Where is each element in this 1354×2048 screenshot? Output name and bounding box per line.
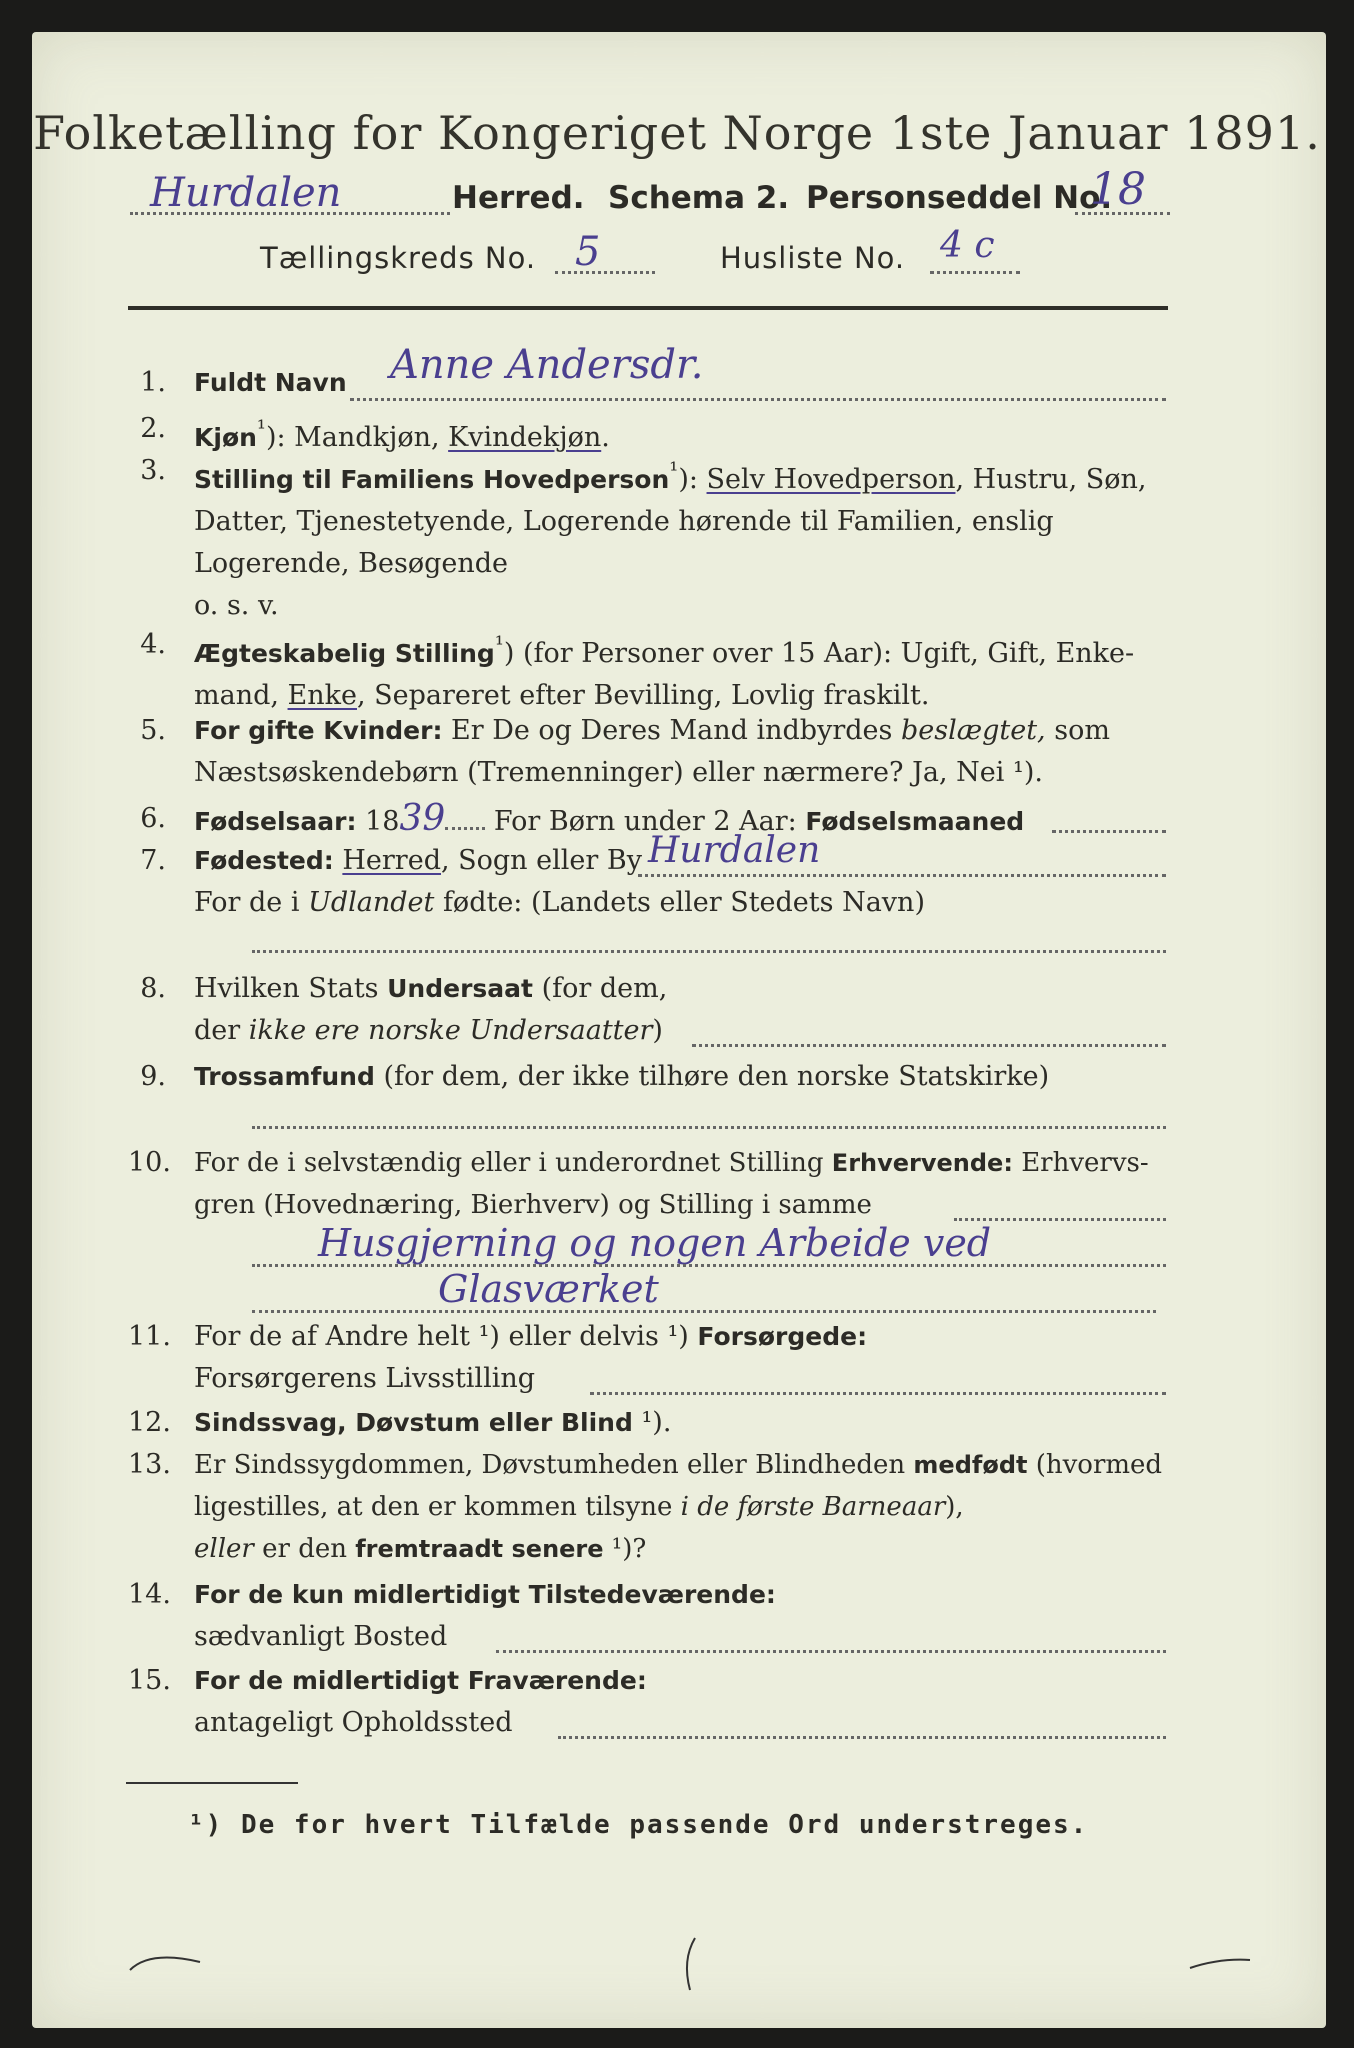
usual-residence-label: sædvanligt Bosted xyxy=(194,1621,448,1652)
question-number: 4. xyxy=(140,629,166,660)
header-divider xyxy=(128,306,1168,310)
question-1 xyxy=(128,342,1168,412)
marital-status-options-2c: , Separeret efter Bevilling, Lovlig fraskilt. xyxy=(357,680,930,711)
temporary-absent-label: For de midlertidigt Fraværende: xyxy=(194,1666,647,1695)
occupation-fill-line-2 xyxy=(252,1264,1166,1267)
family-position-options-2: Datter, Tjenestetyende, Logerende hørende til Familien, enslig xyxy=(194,506,1054,537)
occupation-value-2: Glasværket xyxy=(438,1267,659,1311)
citizenship-text-b: (for dem, xyxy=(532,973,668,1004)
congenital-line3-a: eller xyxy=(194,1534,254,1564)
congenital-label: medfødt xyxy=(913,1451,1028,1479)
birth-month-fill-line xyxy=(1052,830,1166,833)
married-women-text: Er De og Deres Mand indbyrdes xyxy=(442,715,901,746)
question-number: 11. xyxy=(128,1321,171,1352)
header-line-kreds xyxy=(130,225,1170,285)
occupation-value-1: Husgjerning og nogen Arbeide ved xyxy=(318,1221,992,1265)
kreds-label: Tællingskreds No. xyxy=(260,241,537,275)
citizenship-line2-emph: ikke ere norske Undersaatter xyxy=(248,1015,653,1046)
question-number: 8. xyxy=(140,973,166,1004)
question-number: 12. xyxy=(128,1407,171,1438)
citizenship-label: Undersaat xyxy=(387,974,533,1003)
personseddel-value: 18 xyxy=(1090,164,1146,215)
footnote-divider xyxy=(126,1782,298,1784)
family-position-options: , Hustru, Søn, xyxy=(955,464,1147,495)
family-position-text: ): xyxy=(678,464,707,495)
kreds-fill-line xyxy=(555,271,655,274)
married-women-text-end: som xyxy=(1045,715,1110,746)
sex-selected-option: Kvindekjøn xyxy=(448,422,602,453)
citizenship-fill-line xyxy=(692,1044,1166,1047)
family-position-label: Stilling til Familiens Hovedperson xyxy=(194,465,670,494)
congenital-text-a: Er Sindssygdommen, Døvstumheden eller Blindheden xyxy=(194,1450,914,1480)
birth-month-label: Fødselsmaaned xyxy=(805,807,1025,836)
question-number: 13. xyxy=(128,1449,171,1480)
abroad-emph: Udlandet xyxy=(308,887,435,918)
religion-fill-line xyxy=(252,1126,1166,1129)
supporter-fill-line xyxy=(590,1392,1166,1395)
personseddel-label: Personseddel No. xyxy=(806,180,1113,216)
sex-options-text: ): Mandkjøn, xyxy=(265,422,449,453)
sex-label: Kjøn xyxy=(194,423,257,452)
marital-status-options-2a: mand, xyxy=(194,680,288,711)
question-number: 14. xyxy=(128,1579,171,1610)
congenital-line2-a: ligestilles, at den er kommen tilsyne xyxy=(194,1492,681,1522)
header-line-herred xyxy=(130,164,1170,222)
full-name-value: Anne Andersdr. xyxy=(390,342,704,388)
husliste-fill-line xyxy=(930,271,1020,274)
congenital-line2-emph: i de første Barneaar xyxy=(680,1492,946,1522)
occupation-line-2: gren (Hovednæring, Bierhverv) og Stilling i samme xyxy=(194,1190,872,1220)
married-women-line-2: Næstsøskendebørn (Tremenninger) eller nærmere? Ja, Nei ¹). xyxy=(194,757,1043,788)
birthplace-value: Hurdalen xyxy=(648,830,821,871)
question-number: 3. xyxy=(140,455,166,486)
citizenship-line2-c: ) xyxy=(652,1015,663,1046)
question-number: 2. xyxy=(140,413,166,444)
question-number: 10. xyxy=(128,1147,171,1178)
question-number: 9. xyxy=(140,1061,166,1092)
marital-status-selected: Enke xyxy=(287,680,357,711)
pen-mark-left xyxy=(120,1940,210,1990)
congenital-line3-d: ¹)? xyxy=(603,1534,647,1564)
marital-status-options: ) (for Personer over 15 Aar): Ugift, Gift, Enke- xyxy=(503,638,1135,669)
pen-mark-center xyxy=(670,1930,710,2000)
married-women-emph: beslægtet, xyxy=(900,715,1046,746)
personseddel-fill-line xyxy=(1075,212,1170,215)
birth-month-text: For Børn under 2 Aar: xyxy=(485,806,806,837)
footnote: ¹) De for hvert Tilfælde passende Ord understreges. xyxy=(188,1810,1089,1840)
kreds-value: 5 xyxy=(575,229,601,275)
marital-status-label: Ægteskabelig Stilling xyxy=(194,639,495,668)
congenital-line2-c: ), xyxy=(945,1492,964,1522)
abroad-text-a: For de i xyxy=(194,887,309,918)
question-number: 15. xyxy=(128,1665,171,1696)
occupation-text-b: Erhvervs- xyxy=(1012,1148,1149,1178)
schema-label: Schema 2. xyxy=(608,180,790,216)
usual-residence-fill-line xyxy=(496,1650,1166,1653)
occupation-fill-line-3 xyxy=(252,1310,1156,1313)
supporter-occupation-label: Forsørgerens Livsstilling xyxy=(194,1363,536,1394)
religion-label: Trossamfund xyxy=(194,1062,375,1091)
full-name-fill-line xyxy=(350,398,1166,401)
disability-text: ¹). xyxy=(632,1407,672,1438)
form-title: Folketælling for Kongeriget Norge 1ste Januar 1891. xyxy=(33,106,1321,160)
congenital-line3-b: er den xyxy=(253,1534,356,1564)
pen-mark-right xyxy=(1180,1940,1260,1980)
married-women-label: For gifte Kvinder: xyxy=(194,716,443,745)
husliste-value: 4 c xyxy=(940,225,995,266)
herred-value: Hurdalen xyxy=(150,170,342,216)
question-number: 6. xyxy=(140,803,166,834)
birthplace-options: , Sogn eller By xyxy=(440,845,642,876)
supported-text-a: For de af Andre helt ¹) eller delvis ¹) xyxy=(194,1321,698,1352)
citizenship-text-a: Hvilken Stats xyxy=(194,973,388,1004)
footnote-ref: ¹ xyxy=(494,632,504,658)
family-position-options-4: o. s. v. xyxy=(194,590,279,621)
birth-year-fill-line xyxy=(445,827,485,830)
abroad-text-c: fødte: (Landets eller Stedets Navn) xyxy=(434,887,925,918)
abroad-fill-line xyxy=(252,950,1166,953)
question-number: 5. xyxy=(140,715,166,746)
husliste-label: Husliste No. xyxy=(720,241,906,275)
birthplace-selected: Herred xyxy=(342,845,441,876)
family-position-options-3: Logerende, Besøgende xyxy=(194,548,508,579)
birthplace-fill-line xyxy=(638,874,1166,877)
occupation-text-a: For de i selvstændig eller i underordnet Stilling xyxy=(194,1148,832,1178)
footnote-ref: ¹ xyxy=(669,458,679,484)
sex-options-end: . xyxy=(601,422,610,453)
birth-year-prefix: 18 xyxy=(356,806,400,837)
probable-residence-label: antageligt Opholdssted xyxy=(194,1707,513,1738)
birthplace-label: Fødested: xyxy=(194,846,334,875)
question-number: 1. xyxy=(140,367,166,398)
footnote-ref: ¹ xyxy=(256,416,266,442)
citizenship-line2-a: der xyxy=(194,1015,249,1046)
congenital-text-b: (hvormed xyxy=(1027,1450,1163,1480)
birth-year-label: Fødselsaar: xyxy=(194,807,357,836)
supported-label: Forsørgede: xyxy=(697,1322,868,1351)
full-name-label: Fuldt Navn xyxy=(194,368,347,397)
family-position-selected: Selv Hovedperson xyxy=(706,464,956,495)
occupation-label: Erhvervende: xyxy=(831,1149,1013,1177)
disability-label: Sindssvag, Døvstum eller Blind xyxy=(194,1408,633,1437)
herred-label: Herred. xyxy=(452,180,585,216)
religion-text: (for dem, der ikke tilhøre den norske Statskirke) xyxy=(374,1061,1050,1092)
probable-residence-fill-line xyxy=(558,1736,1166,1739)
question-number: 7. xyxy=(140,845,166,876)
birth-year-value: 39 xyxy=(399,798,446,839)
temporary-present-label: For de kun midlertidigt Tilstedeværende: xyxy=(194,1580,776,1609)
congenital-line3-label: fremtraadt senere xyxy=(355,1535,604,1563)
herred-fill-line xyxy=(130,212,450,215)
